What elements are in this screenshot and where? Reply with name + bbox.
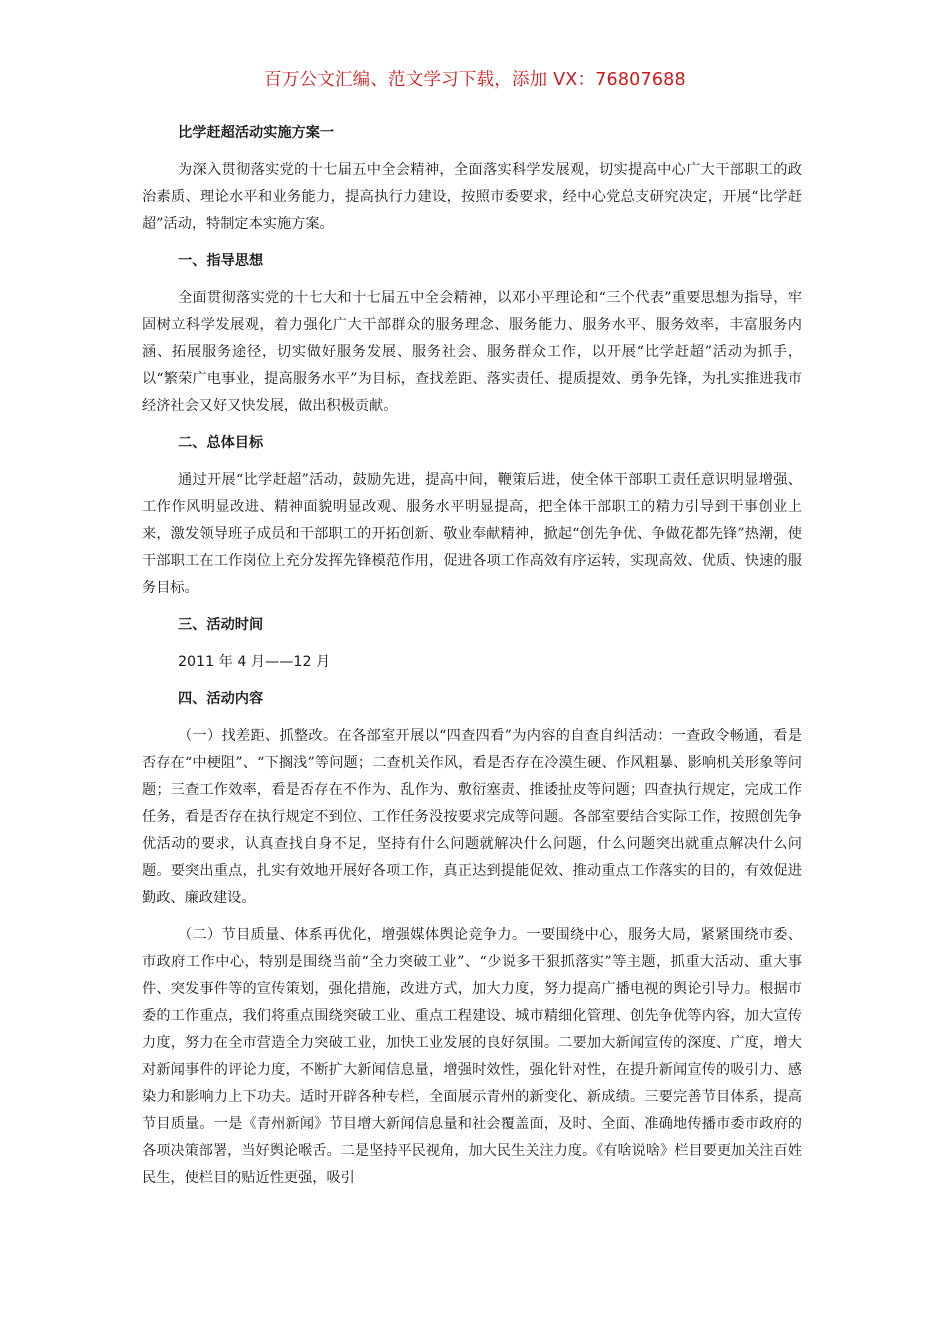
section-4-heading: 四、活动内容 (178, 691, 264, 707)
section-4-paragraph-1: （一）找差距、抓整改。在各部室开展以“四查四看”为内容的自查自纠活动：一查政令畅通，看是否存在“中梗阻”、“下搁浅”等问题；二查机关作风，看是否存在冷漠生硬、作风粗暴、影响机关形象等问题；三查工作效率，看是否存在不作为、乱作为、敷衍塞责、推诿扯皮等问题；四查执行规定，完成工作任务，看是否存在执行规定不到位、工作任务没按要求完成等问题。各部室要结合实际工作，按照创先争优活动的要求，认真查找自身不足，坚持有什么问题就解决什么问题，什么问题突出就重点解决什么问题。要突出重点，扎实有效地开展好各项工作，真正达到提能促效、推动重点工作落实的目的，有效促进勤政、廉政建设。 (142, 728, 802, 906)
activity-period: 2011 年 4 月——12 月 (178, 654, 331, 670)
section-1-heading: 一、指导思想 (178, 253, 264, 269)
section-2-paragraph: 通过开展“比学赶超”活动，鼓励先进，提高中间，鞭策后进，使全体干部职工责任意识明显增强、工作作风明显改进、精神面貌明显改观、服务水平明显提高，把全体干部职工的精力引导到干事创业上来，激发领导班子成员和干部职工的开拓创新、敬业奉献精神，掀起“创先争优、争做花都先锋”热潮，使干部职工在工作岗位上充分发挥先锋模范作用，促进各项工作高效有序运转，实现高效、优质、快速的服务目标。 (142, 472, 802, 596)
promo-banner: 百万公文汇编、范文学习下载，添加 VX：76807688 (264, 70, 686, 90)
section-1-paragraph: 全面贯彻落实党的十七大和十七届五中全会精神，以邓小平理论和“三个代表”重要思想为指导，牢固树立科学发展观，着力强化广大干部群众的服务理念、服务能力、服务水平、服务效率，丰富服务内涵、拓展服务途径，切实做好服务发展、服务社会、服务群众工作，以开展“比学赶超”活动为抓手，以“繁荣广电事业，提高服务水平”为目标，查找差距、落实责任、提质提效、勇争先锋，为扎实推进我市经济社会又好又快发展，做出积极贡献。 (142, 290, 802, 414)
document-title: 比学赶超活动实施方案一 (178, 125, 335, 141)
section-4-paragraph-2: （二）节目质量、体系再优化，增强媒体舆论竞争力。一要围绕中心，服务大局，紧紧围绕市委、市政府工作中心，特别是围绕当前“全力突破工业”、“少说多干狠抓落实”等主题，抓重大活动、重大事件、突发事件等的宣传策划，强化措施，改进方式，加大力度，努力提高广播电视的舆论引导力。根据市委的工作重点，我们将重点围绕突破工业、重点工程建设、城市精细化管理、创先争优等内容，加大宣传力度，努力在全市营造全力突破工业，加快工业发展的良好氛围。二要加大新闻宣传的深度、广度，增大对新闻事件的评论力度，不断扩大新闻信息量，增强时效性，强化针对性，在提升新闻宣传的吸引力、感染力和影响力上下功夫。适时开辟各种专栏，全面展示青州的新变化、新成绩。三要完善节目体系，提高节目质量。一是《青州新闻》节目增大新闻信息量和社会覆盖面，及时、全面、准确地传播市委市政府的各项决策部署，当好舆论喉舌。二是坚持平民视角，加大民生关注力度。《有啥说啥》栏目要更加关注百姓民生，使栏目的贴近性更强，吸引 (142, 927, 802, 1186)
section-2-heading: 二、总体目标 (178, 435, 264, 451)
document-body (142, 120, 802, 1192)
intro-paragraph: 为深入贯彻落实党的十七届五中全会精神，全面落实科学发展观，切实提高中心广大干部职工的政治素质、理论水平和业务能力，提高执行力建设，按照市委要求，经中心党总支研究决定，开展“比学赶超”活动，特制定本实施方案。 (142, 162, 802, 232)
section-3-heading: 三、活动时间 (178, 617, 264, 633)
